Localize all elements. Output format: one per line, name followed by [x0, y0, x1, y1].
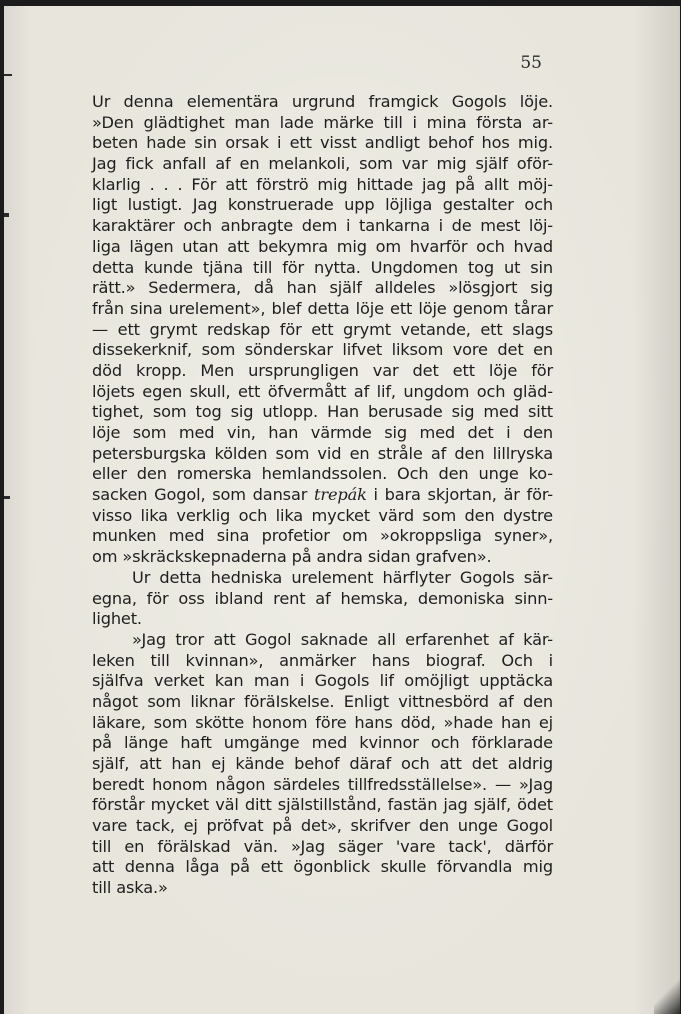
text-line: löje som med vin, han värmde sig med det i den	[92, 423, 553, 442]
text-line: detta kunde tjäna till för nytta. Ungdomen tog ut sin	[92, 257, 553, 277]
page-corner-shadow	[654, 974, 680, 1014]
text-line: liga lägen utan att bekymra mig om hvarför och hvad	[92, 236, 553, 256]
text-line: till en förälskad vän. »Jag säger 'vare tack', därför	[92, 836, 553, 856]
text-line: beten hade sin orsak i ett visst andligt behof hos mig.	[92, 133, 553, 153]
text-line: till aska.»	[92, 878, 168, 898]
text-line: Ur detta hedniska urelement härflyter Gogols sär-	[132, 567, 553, 587]
text-line: från sina urelement», blef detta löje ett löje genom tårar	[92, 298, 553, 318]
text-line: — ett grymt redskap för ett grymt vetande, ett slags	[92, 319, 553, 339]
text-line: leken till kvinnan», anmärker hans biograf. Och i	[92, 650, 553, 670]
paper-sheet	[4, 6, 680, 1014]
text-line: beredt honom någon särdeles tillfredsställelse». — »Jag	[92, 774, 553, 794]
text-line: Ur denna elementära urgrund framgick Gogols löje.	[92, 92, 553, 111]
text-line: ligt lustigt. Jag konstruerade upp löjliga gestalter och	[92, 195, 553, 215]
text-line: rätt.» Sedermera, då han själf alldeles »lösgjort sig	[92, 278, 553, 298]
text-line: vare tack, ej pröfvat på det», skrifver den unge Gogol	[92, 816, 553, 836]
text-line: dissekerknif, som sönderskar lifvet liksom vore det en	[92, 340, 553, 360]
text-line: förstår mycket väl ditt själstillstånd, fastän jag själf, ödet	[92, 795, 553, 815]
body-text	[92, 92, 553, 899]
text-line: själfva verket kan man i Gogols lif omöjligt upptäcka	[92, 671, 553, 691]
italic-word: trepák	[314, 485, 367, 505]
text-line: »Den glädtighet man lade märke till i mina första ar-	[92, 112, 553, 132]
text-line: tighet, som tog sig utlopp. Han berusade sig med sitt	[92, 402, 553, 422]
text-line: klarlig . . . För att förströ mig hittade jag på allt möj-	[92, 174, 553, 194]
text-line: att denna låga på ett ögonblick skulle förvandla mig	[92, 857, 553, 877]
text-line: petersburgska kölden som vid en stråle af den lillryska	[92, 443, 553, 463]
text-line: munken med sina profetior om »okroppsliga syner»,	[92, 526, 553, 546]
text-line: löjets egen skull, ett öfvermått af lif, ungdom och gläd-	[92, 381, 553, 401]
text-line: »Jag tror att Gogol saknade all erfarenhet af kär-	[132, 629, 553, 649]
page-edge	[670, 6, 680, 1014]
text-line: på länge haft umgänge med kvinnor och förklarade	[92, 733, 553, 753]
text-line-with-italic	[92, 485, 553, 506]
margin-mark	[4, 74, 12, 76]
text-line: eller den romerska hemlandssolen. Och den unge ko-	[92, 464, 553, 484]
text-line: något som liknar föräIskelse. Enligt vittnesbörd af den	[92, 691, 553, 711]
text-line: läkare, som skötte honom före hans död, »hade han ej	[92, 712, 553, 732]
page-number: 55	[520, 53, 542, 73]
text-line: död kropp. Men ursprungligen var det ett löje för	[92, 360, 553, 380]
margin-mark	[4, 213, 9, 217]
text-segment: sacken Gogol, som dansar	[92, 485, 314, 505]
text-line: om »skräckskepnaderna på andra sidan grafven».	[92, 547, 492, 567]
text-line: karaktärer och anbragte dem i tankarna i de mest löj-	[92, 216, 553, 236]
text-segment: i bara skjortan, är för-	[366, 485, 553, 505]
text-line: egna, för oss ibland rent af hemska, demoniska sinn-	[92, 588, 553, 608]
margin-mark	[4, 496, 10, 499]
text-line: visso lika verklig och lika mycket värd som den dystre	[92, 505, 553, 525]
text-line: Jag fick anfall af en melankoli, som var mig själf oför-	[92, 154, 553, 174]
text-line: själf, att han ej kände behof däraf och att det aldrig	[92, 754, 553, 773]
text-line: lighet.	[92, 609, 142, 629]
